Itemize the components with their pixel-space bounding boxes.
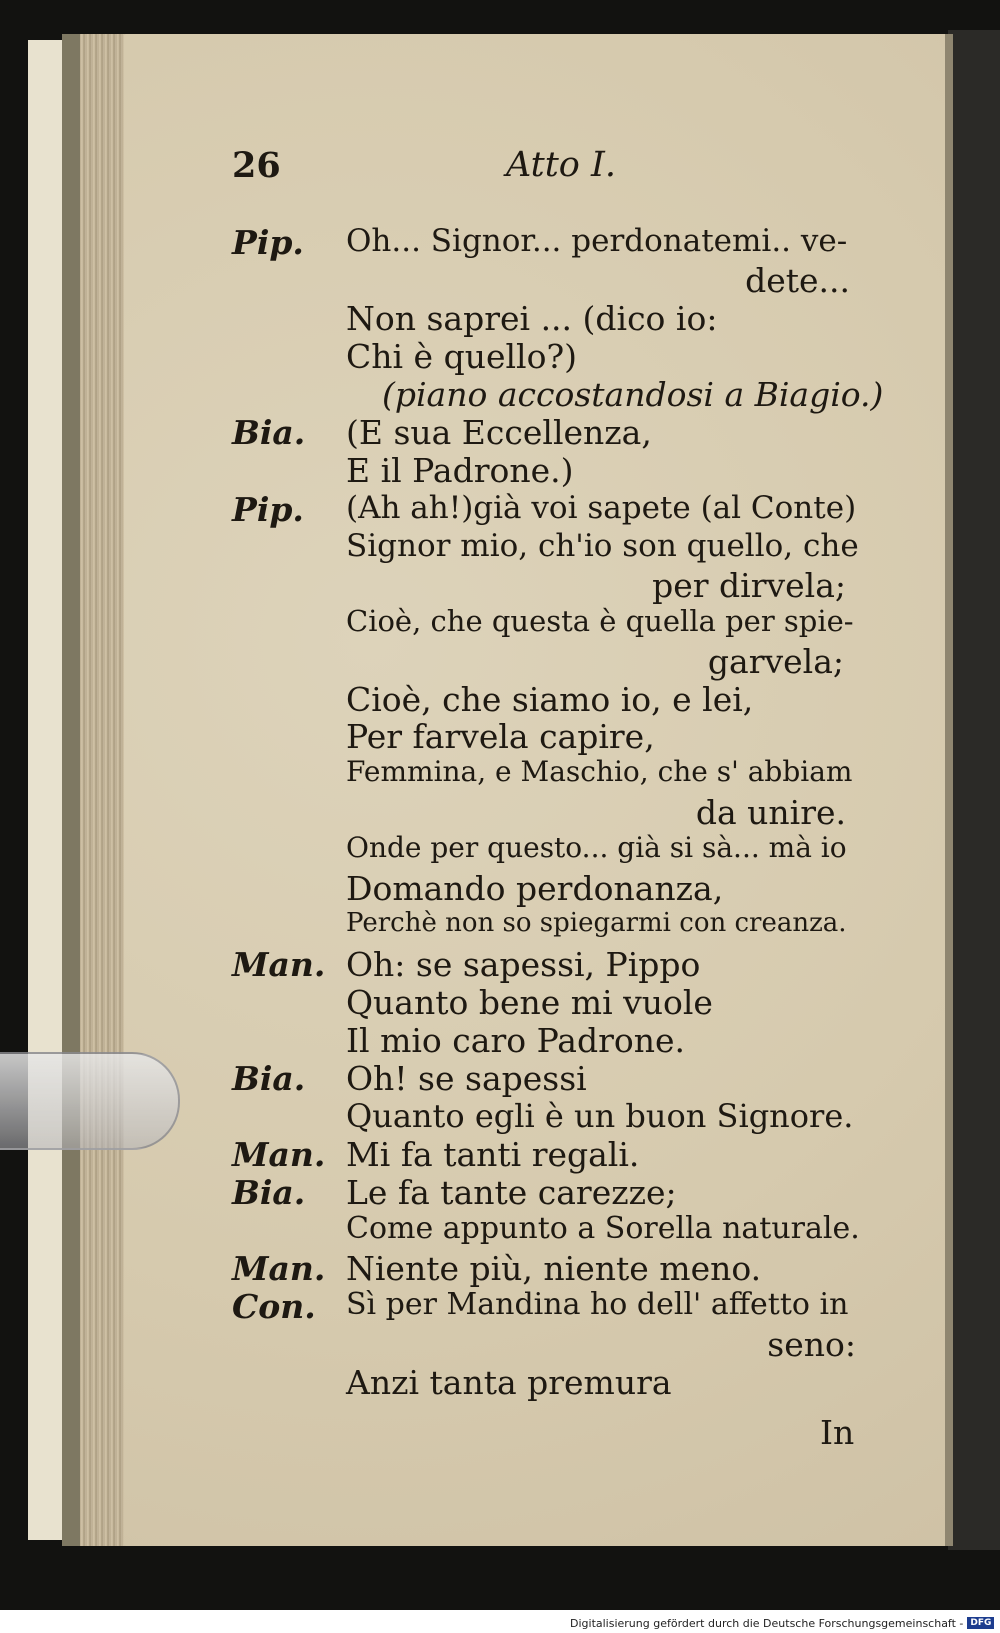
dialogue-line: Domando perdonanza, <box>346 869 724 908</box>
dialogue-line: Oh... Signor... perdonatemi.. ve- <box>346 223 848 259</box>
digitization-footer <box>570 1614 998 1632</box>
dialogue-line: (E sua Eccellenza, <box>346 413 652 452</box>
plastic-clip <box>0 1052 180 1150</box>
right-page-edge <box>945 34 953 1546</box>
right-background <box>948 30 1000 1550</box>
running-head: Atto I. <box>506 145 616 185</box>
dialogue-line: Quanto bene mi vuole <box>346 983 713 1022</box>
speaker-label: Man. <box>232 1135 326 1174</box>
dialogue-line: Signor mio, ch'io son quello, che <box>346 528 859 564</box>
speaker-label: Pip. <box>232 223 304 262</box>
dialogue-line: (Ah ah!)già voi sapete (al Conte) <box>346 490 857 526</box>
speaker-label: Con. <box>232 1287 316 1326</box>
dialogue-line: Femmina, e Maschio, che s' abbiam <box>346 755 853 788</box>
dialogue-line: per dirvela; <box>652 566 846 605</box>
page-number: 26 <box>232 145 281 186</box>
dialogue-line: E il Padrone.) <box>346 451 574 490</box>
catchword: In <box>820 1413 855 1452</box>
dialogue-line: Cioè, che questa è quella per spie- <box>346 604 854 638</box>
dialogue-line: Le fa tante carezze; <box>346 1173 677 1212</box>
dialogue-line: da unire. <box>695 793 846 832</box>
dialogue-line: Niente più, niente meno. <box>346 1249 762 1288</box>
speaker-label: Man. <box>232 1249 326 1288</box>
dialogue-line: Come appunto a Sorella naturale. <box>346 1211 860 1246</box>
dialogue-line: garvela; <box>707 642 844 681</box>
dfg-logo: DFG <box>967 1617 994 1629</box>
dialogue-line: Cioè, che siamo io, e lei, <box>346 680 754 719</box>
dialogue-line: Chi è quello?) <box>346 337 578 376</box>
dialogue-line: Il mio caro Padrone. <box>346 1021 686 1060</box>
dialogue-line: Non saprei ... (dico io: <box>346 299 718 338</box>
dialogue-line: Oh! se sapessi <box>346 1059 587 1098</box>
footer-text: Digitalisierung gefördert durch die Deutsche Forschungsgemeinschaft - <box>570 1616 964 1630</box>
dialogue-line: (piano accostandosi a Biagio.) <box>382 375 884 414</box>
speaker-label: Pip. <box>232 490 304 529</box>
dialogue-line: seno: <box>767 1325 856 1364</box>
dialogue-line: dete... <box>745 261 850 300</box>
speaker-label: Bia. <box>232 413 306 452</box>
speaker-label: Man. <box>232 945 326 984</box>
dialogue-line: Per farvela capire, <box>346 717 655 756</box>
dialogue-line: Sì per Mandina ho dell' affetto in <box>346 1287 849 1322</box>
dialogue-line: Onde per questo... già si sà... mà io <box>346 831 847 864</box>
dialogue-line: Oh: se sapessi, Pippo <box>346 945 701 984</box>
dialogue-line: Quanto egli è un buon Signore. <box>346 1097 854 1135</box>
dialogue-line: Anzi tanta premura <box>346 1363 672 1402</box>
speaker-label: Bia. <box>232 1059 306 1098</box>
speaker-label: Bia. <box>232 1173 306 1212</box>
dialogue-line: Mi fa tanti regali. <box>346 1135 640 1174</box>
dialogue-line: Perchè non so spiegarmi con creanza. <box>346 908 847 938</box>
